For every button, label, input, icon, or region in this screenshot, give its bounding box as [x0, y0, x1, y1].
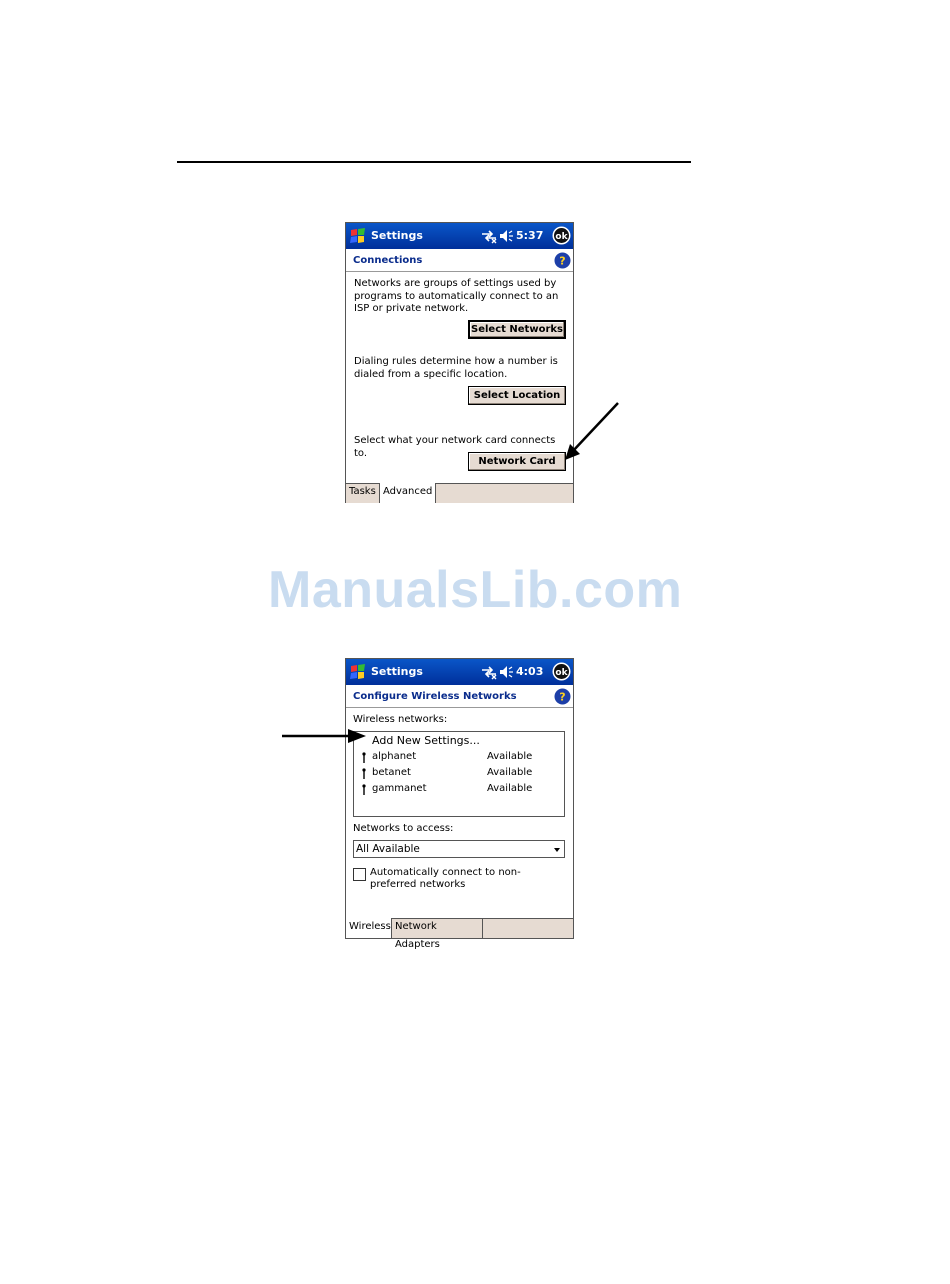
tab-tasks[interactable]: Tasks [346, 483, 380, 503]
network-name: betanet [372, 767, 411, 778]
networks-description: Networks are groups of settings used by programs to automatically connect to an ISP or private network. [354, 278, 559, 314]
tab-advanced[interactable]: Advanced [380, 483, 436, 503]
tab-wireless[interactable]: Wireless [346, 918, 392, 938]
network-name: gammanet [372, 783, 427, 794]
network-name: alphanet [372, 751, 417, 762]
page-title: Connections [353, 255, 423, 266]
page-header [346, 686, 573, 708]
network-card-button[interactable]: Network Card [468, 452, 566, 471]
watermark: ManualsLib.com [268, 561, 683, 619]
svg-text:ok: ok [555, 668, 568, 678]
add-new-settings-label: Add New Settings... [372, 734, 480, 747]
networks-to-access-value: All Available [356, 843, 420, 855]
network-status: Available [487, 767, 533, 778]
volume-icon[interactable] [498, 228, 514, 244]
header-rule [177, 161, 691, 163]
clock[interactable]: 4:03 [516, 665, 544, 678]
title-bar [346, 223, 573, 249]
app-title: Settings [371, 229, 423, 242]
network-card-description: Select what your network card connects to. [354, 435, 556, 459]
page-title: Configure Wireless Networks [353, 691, 517, 702]
wireless-networks-screen [345, 658, 574, 950]
network-status: Available [487, 783, 533, 794]
tab-network-adapters[interactable]: Network Adapters [392, 918, 483, 938]
tab-bar [346, 918, 573, 950]
pointer-arrow-network-card [560, 398, 624, 464]
clock[interactable]: 5:37 [516, 229, 544, 242]
wireless-networks-list[interactable] [353, 731, 565, 817]
help-icon[interactable] [554, 688, 571, 705]
auto-connect-checkbox[interactable] [353, 868, 366, 881]
connections-screen [345, 222, 574, 503]
antenna-icon [361, 768, 367, 779]
svg-text:?: ? [559, 690, 566, 704]
chevron-down-icon [554, 848, 560, 852]
add-new-settings-item[interactable] [354, 733, 564, 749]
select-networks-button[interactable]: Select Networks [468, 320, 566, 339]
svg-text:ok: ok [555, 232, 568, 242]
list-item[interactable] [354, 765, 564, 781]
auto-connect-label[interactable]: Automatically connect to non-preferred networks [370, 867, 521, 890]
wireless-networks-label: Wireless networks: [353, 714, 448, 725]
help-icon[interactable] [554, 252, 571, 269]
network-status: Available [487, 751, 533, 762]
list-item[interactable] [354, 781, 564, 797]
windows-start-icon[interactable] [348, 226, 368, 246]
antenna-icon [361, 784, 367, 795]
tab-bar [346, 483, 573, 503]
ok-icon[interactable] [552, 662, 571, 681]
pointer-arrow-add-new [282, 728, 368, 744]
networks-to-access-label: Networks to access: [353, 823, 454, 834]
windows-start-icon[interactable] [348, 662, 368, 682]
ok-icon[interactable] [552, 226, 571, 245]
connectivity-icon[interactable] [480, 227, 498, 245]
app-title: Settings [371, 665, 423, 678]
page-header [346, 250, 573, 272]
networks-to-access-select[interactable] [353, 840, 565, 858]
antenna-icon [361, 752, 367, 763]
connectivity-icon[interactable] [480, 663, 498, 681]
svg-text:?: ? [559, 254, 566, 268]
volume-icon[interactable] [498, 664, 514, 680]
list-item[interactable] [354, 749, 564, 765]
dialing-description: Dialing rules determine how a number is dialed from a specific location. [354, 356, 558, 380]
select-location-button[interactable]: Select Location [468, 386, 566, 405]
title-bar [346, 659, 573, 685]
